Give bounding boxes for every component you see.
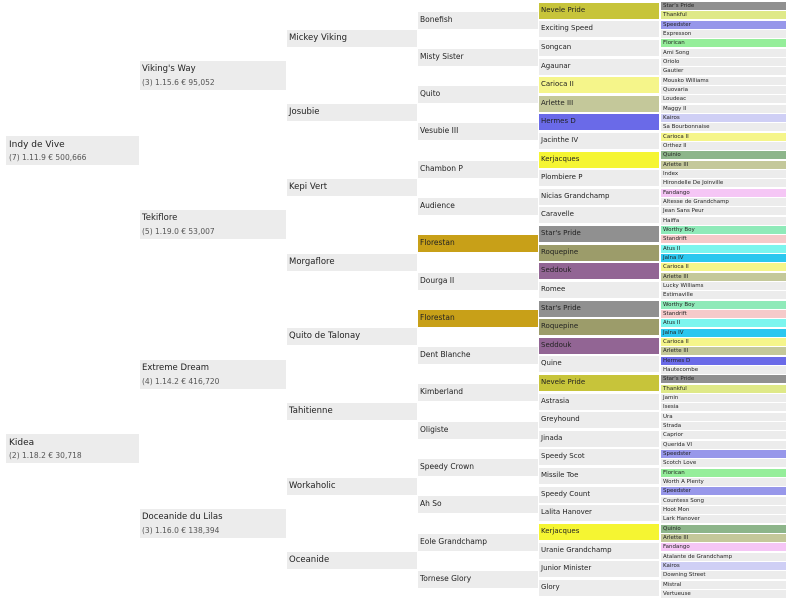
gen6-horse[interactable] xyxy=(661,329,786,337)
gen6-horse[interactable] xyxy=(661,357,786,365)
gen6-horse[interactable] xyxy=(661,375,786,383)
horse-name: Estimaville xyxy=(663,292,693,298)
horse-name: Seddouk xyxy=(541,266,572,274)
horse-name: Hermes D xyxy=(541,117,576,125)
gen6-horse[interactable] xyxy=(661,245,786,253)
gen6-horse[interactable] xyxy=(661,459,786,467)
horse-name: Quito xyxy=(420,89,441,98)
horse-name: Quito de Talonay xyxy=(289,331,361,341)
horse-name: Scotch Love xyxy=(663,460,697,466)
gen6-horse[interactable] xyxy=(661,338,786,346)
horse-name: Nicias Grandchamp xyxy=(541,192,610,200)
gen6-horse[interactable] xyxy=(661,581,786,589)
horse-name: Ah So xyxy=(420,499,442,508)
horse-name: Standrift xyxy=(663,311,687,317)
horse-name: Arlette III xyxy=(663,162,689,168)
horse-name: Carioca II xyxy=(663,134,689,140)
horse-record: (2) 1.18.2 € 30,718 xyxy=(9,451,82,460)
horse-name: Worthy Boy xyxy=(663,302,695,308)
horse-name: Florican xyxy=(663,40,685,46)
horse-name: Speedy Crown xyxy=(420,462,474,471)
horse-name: Carioca II xyxy=(663,264,689,270)
gen6-horse[interactable] xyxy=(661,226,786,234)
horse-name: Bonefish xyxy=(420,15,453,24)
horse-name: Worthy Boy xyxy=(663,227,695,233)
horse-name: Kepi Vert xyxy=(289,182,328,192)
gen5-horse[interactable] xyxy=(539,338,659,354)
gen5-horse[interactable] xyxy=(539,77,659,93)
horse-name: Hautecombe xyxy=(663,367,699,373)
gen6-horse[interactable] xyxy=(661,450,786,458)
horse-name: Maggy II xyxy=(663,106,687,112)
gen6-horse[interactable] xyxy=(661,478,786,486)
horse-name: Oriolo xyxy=(663,59,680,65)
horse-name: Chambon P xyxy=(420,164,463,173)
gen5-horse[interactable] xyxy=(539,394,659,410)
gen4-horse[interactable] xyxy=(418,198,538,215)
horse-name: Plombiere P xyxy=(541,173,583,181)
gen6-horse[interactable] xyxy=(661,49,786,57)
gen6-horse[interactable] xyxy=(661,198,786,206)
horse-name: Standrift xyxy=(663,236,687,242)
gen2-horse[interactable] xyxy=(140,360,286,389)
horse-name: Lalita Hanover xyxy=(541,508,592,516)
horse-name: Dourga II xyxy=(420,276,455,285)
gen6-horse[interactable] xyxy=(661,525,786,533)
horse-name: Downing Street xyxy=(663,572,706,578)
horse-name: Speedy Scot xyxy=(541,452,585,460)
gen6-horse[interactable] xyxy=(661,263,786,271)
horse-name: Oligiste xyxy=(420,425,449,434)
horse-name: Speedster xyxy=(663,22,691,28)
horse-name: Jalna IV xyxy=(663,330,684,336)
horse-name: Eole Grandchamp xyxy=(420,537,487,546)
gen6-horse[interactable] xyxy=(661,58,786,66)
gen6-horse[interactable] xyxy=(661,189,786,197)
horse-name: Arlette III xyxy=(663,274,689,280)
gen6-horse[interactable] xyxy=(661,469,786,477)
gen3-horse[interactable] xyxy=(287,552,417,569)
gen5-horse[interactable] xyxy=(539,21,659,37)
gen2-horse[interactable] xyxy=(140,61,286,90)
gen5-horse[interactable] xyxy=(539,449,659,465)
gen6-horse[interactable] xyxy=(661,487,786,495)
horse-name: Astrasia xyxy=(541,397,570,405)
horse-name: Jinada xyxy=(541,434,563,442)
gen5-horse[interactable] xyxy=(539,245,659,261)
gen5-horse[interactable] xyxy=(539,189,659,205)
horse-name: Arlette III xyxy=(663,535,689,541)
horse-name: Kairos xyxy=(663,563,680,569)
gen6-horse[interactable] xyxy=(661,310,786,318)
gen6-horse[interactable] xyxy=(661,142,786,150)
horse-name: Mousko Williams xyxy=(663,78,709,84)
gen3-horse[interactable] xyxy=(287,179,417,196)
gen4-horse[interactable] xyxy=(418,123,538,140)
gen4-horse[interactable] xyxy=(418,12,538,29)
horse-name: Haiffa xyxy=(663,218,680,224)
horse-record: (3) 1.15.6 € 95,052 xyxy=(142,78,215,87)
gen1-sire[interactable] xyxy=(6,136,139,165)
gen5-horse[interactable] xyxy=(539,468,659,484)
gen5-horse[interactable] xyxy=(539,543,659,559)
gen5-horse[interactable] xyxy=(539,3,659,19)
gen4-horse[interactable] xyxy=(418,384,538,401)
gen5-horse[interactable] xyxy=(539,505,659,521)
horse-name: Speedster xyxy=(663,451,691,457)
horse-name: Caravelle xyxy=(541,210,574,218)
horse-record: (7) 1.11.9 € 500,666 xyxy=(9,153,87,162)
gen6-horse[interactable] xyxy=(661,77,786,85)
gen6-horse[interactable] xyxy=(661,553,786,561)
gen2-horse[interactable] xyxy=(140,210,286,239)
gen5-horse[interactable] xyxy=(539,375,659,391)
gen6-horse[interactable] xyxy=(661,562,786,570)
horse-name: Morgaflore xyxy=(289,257,335,267)
gen4-horse[interactable] xyxy=(418,49,538,66)
gen6-horse[interactable] xyxy=(661,571,786,579)
horse-name: Agaunar xyxy=(541,62,571,70)
horse-name: Atalante de Grandchamp xyxy=(663,554,733,560)
gen6-horse[interactable] xyxy=(661,39,786,47)
gen4-horse[interactable] xyxy=(418,235,538,252)
horse-name: Kimberland xyxy=(420,387,463,396)
gen5-horse[interactable] xyxy=(539,487,659,503)
gen5-horse[interactable] xyxy=(539,412,659,428)
gen5-horse[interactable] xyxy=(539,356,659,372)
horse-name: Junior Minister xyxy=(541,564,592,572)
horse-name: Thankful xyxy=(663,12,687,18)
horse-name: Viking's Way xyxy=(142,64,196,74)
horse-name: Querida VI xyxy=(663,442,692,448)
horse-name: Indy de Vive xyxy=(9,140,65,150)
gen6-horse[interactable] xyxy=(661,543,786,551)
gen6-horse[interactable] xyxy=(661,179,786,187)
horse-name: Seddouk xyxy=(541,341,572,349)
horse-name: Lucky Williams xyxy=(663,283,704,289)
gen6-horse[interactable] xyxy=(661,422,786,430)
gen6-horse[interactable] xyxy=(661,207,786,215)
horse-name: Vesubie III xyxy=(420,126,459,135)
gen6-horse[interactable] xyxy=(661,235,786,243)
horse-name: Extreme Dream xyxy=(142,363,210,373)
gen6-horse[interactable] xyxy=(661,254,786,262)
horse-name: Fandango xyxy=(663,544,690,550)
horse-name: Quine xyxy=(541,359,562,367)
horse-name: Strada xyxy=(663,423,682,429)
gen4-horse[interactable] xyxy=(418,422,538,439)
gen4-horse[interactable] xyxy=(418,496,538,513)
horse-name: Kerjacques xyxy=(541,527,580,535)
gen6-horse[interactable] xyxy=(661,95,786,103)
horse-name: Jacinthe IV xyxy=(541,136,579,144)
horse-name: Jalna IV xyxy=(663,255,684,261)
horse-name: Ami Song xyxy=(663,50,690,56)
gen3-horse[interactable] xyxy=(287,254,417,271)
gen5-horse[interactable] xyxy=(539,152,659,168)
gen3-horse[interactable] xyxy=(287,30,417,47)
horse-name: Jamin xyxy=(663,395,679,401)
horse-name: Hoot Mon xyxy=(663,507,690,513)
gen5-horse[interactable] xyxy=(539,59,659,75)
horse-name: Misty Sister xyxy=(420,52,464,61)
gen6-horse[interactable] xyxy=(661,291,786,299)
gen5-horse[interactable] xyxy=(539,319,659,335)
gen6-horse[interactable] xyxy=(661,394,786,402)
horse-name: Oceanide xyxy=(289,555,330,565)
gen3-horse[interactable] xyxy=(287,104,417,121)
gen5-horse[interactable] xyxy=(539,40,659,56)
horse-name: Speedster xyxy=(663,488,691,494)
gen4-horse[interactable] xyxy=(418,571,538,588)
gen5-horse[interactable] xyxy=(539,301,659,317)
gen6-horse[interactable] xyxy=(661,590,786,598)
horse-name: Missile Toe xyxy=(541,471,579,479)
horse-name: Doceanide du Lilas xyxy=(142,512,223,522)
horse-name: Star's Pride xyxy=(663,376,695,382)
horse-name: Vertueuse xyxy=(663,591,691,597)
horse-name: Audience xyxy=(420,201,455,210)
gen4-horse[interactable] xyxy=(418,347,538,364)
horse-name: Exciting Speed xyxy=(541,24,593,32)
gen6-horse[interactable] xyxy=(661,366,786,374)
horse-name: Countess Song xyxy=(663,498,705,504)
gen6-horse[interactable] xyxy=(661,133,786,141)
gen5-horse[interactable] xyxy=(539,96,659,112)
horse-name: Mickey Viking xyxy=(289,33,348,43)
gen6-horse[interactable] xyxy=(661,114,786,122)
horse-name: Speedy Count xyxy=(541,490,591,498)
gen6-horse[interactable] xyxy=(661,2,786,10)
gen5-horse[interactable] xyxy=(539,580,659,596)
horse-name: Songcan xyxy=(541,43,572,51)
gen3-horse[interactable] xyxy=(287,328,417,345)
gen6-horse[interactable] xyxy=(661,21,786,29)
horse-name: Nevele Pride xyxy=(541,6,586,14)
gen4-horse[interactable] xyxy=(418,86,538,103)
horse-name: Nevele Pride xyxy=(541,378,586,386)
horse-name: Uranie Grandchamp xyxy=(541,546,612,554)
gen4-horse[interactable] xyxy=(418,273,538,290)
gen5-horse[interactable] xyxy=(539,524,659,540)
gen1-dam[interactable] xyxy=(6,434,139,463)
gen6-horse[interactable] xyxy=(661,534,786,542)
gen5-horse[interactable] xyxy=(539,561,659,577)
horse-name: Jean Sans Peur xyxy=(663,208,704,214)
gen3-horse[interactable] xyxy=(287,478,417,495)
horse-name: Florestan xyxy=(420,238,455,247)
gen6-horse[interactable] xyxy=(661,86,786,94)
horse-name: Mistral xyxy=(663,582,682,588)
horse-name: Altesse de Grandchamp xyxy=(663,199,729,205)
gen6-horse[interactable] xyxy=(661,403,786,411)
horse-name: Workaholic xyxy=(289,481,336,491)
horse-name: Arlette III xyxy=(663,348,689,354)
horse-name: Romee xyxy=(541,285,566,293)
horse-name: Hermes D xyxy=(663,358,691,364)
gen5-horse[interactable] xyxy=(539,207,659,223)
gen6-horse[interactable] xyxy=(661,273,786,281)
horse-name: Arlette III xyxy=(541,99,574,107)
horse-name: Lark Hanover xyxy=(663,516,700,522)
horse-name: Index xyxy=(663,171,679,177)
gen6-horse[interactable] xyxy=(661,301,786,309)
horse-name: Tahitienne xyxy=(289,406,333,416)
gen6-horse[interactable] xyxy=(661,347,786,355)
gen6-horse[interactable] xyxy=(661,151,786,159)
horse-name: Gautier xyxy=(663,68,684,74)
gen6-horse[interactable] xyxy=(661,217,786,225)
gen6-horse[interactable] xyxy=(661,515,786,523)
horse-name: Loudeac xyxy=(663,96,687,102)
horse-name: Tekiflore xyxy=(142,213,178,223)
horse-name: Hirondelle De Joinville xyxy=(663,180,724,186)
horse-name: Roquepine xyxy=(541,322,579,330)
horse-name: Glory xyxy=(541,583,560,591)
horse-name: Kidea xyxy=(9,438,35,448)
horse-name: Thankful xyxy=(663,386,687,392)
gen6-horse[interactable] xyxy=(661,170,786,178)
horse-name: Ura xyxy=(663,414,673,420)
gen6-horse[interactable] xyxy=(661,105,786,113)
horse-name: Orthez II xyxy=(663,143,687,149)
gen6-horse[interactable] xyxy=(661,319,786,327)
horse-name: Roquepine xyxy=(541,248,579,256)
gen6-horse[interactable] xyxy=(661,506,786,514)
gen5-horse[interactable] xyxy=(539,226,659,242)
horse-name: Isesia xyxy=(663,404,679,410)
horse-name: Worth A Plenty xyxy=(663,479,704,485)
gen4-horse[interactable] xyxy=(418,459,538,476)
horse-record: (5) 1.19.0 € 53,007 xyxy=(142,227,215,236)
gen6-horse[interactable] xyxy=(661,385,786,393)
horse-name: Sa Bourbonnaise xyxy=(663,124,710,130)
horse-name: Carioca II xyxy=(663,339,689,345)
gen5-horse[interactable] xyxy=(539,282,659,298)
gen6-horse[interactable] xyxy=(661,413,786,421)
horse-name: Kairos xyxy=(663,115,680,121)
gen5-horse[interactable] xyxy=(539,114,659,130)
gen6-horse[interactable] xyxy=(661,431,786,439)
gen5-horse[interactable] xyxy=(539,133,659,149)
gen4-horse[interactable] xyxy=(418,534,538,551)
horse-name: Expresson xyxy=(663,31,692,37)
gen3-horse[interactable] xyxy=(287,403,417,420)
horse-name: Quinio xyxy=(663,152,681,158)
horse-name: Atus II xyxy=(663,320,681,326)
gen6-horse[interactable] xyxy=(661,67,786,75)
gen5-horse[interactable] xyxy=(539,170,659,186)
gen6-horse[interactable] xyxy=(661,123,786,131)
horse-name: Dent Blanche xyxy=(420,350,471,359)
horse-name: Florican xyxy=(663,470,685,476)
gen6-horse[interactable] xyxy=(661,161,786,169)
horse-record: (3) 1.16.0 € 138,394 xyxy=(142,526,220,535)
horse-record: (4) 1.14.2 € 416,720 xyxy=(142,377,220,386)
horse-name: Quinio xyxy=(663,526,681,532)
gen5-horse[interactable] xyxy=(539,263,659,279)
horse-name: Tornese Glory xyxy=(420,574,472,583)
gen5-horse[interactable] xyxy=(539,431,659,447)
gen6-horse[interactable] xyxy=(661,11,786,19)
horse-name: Carioca II xyxy=(541,80,574,88)
gen6-horse[interactable] xyxy=(661,441,786,449)
horse-name: Star's Pride xyxy=(663,3,695,9)
horse-name: Florestan xyxy=(420,313,455,322)
horse-name: Caprior xyxy=(663,432,684,438)
gen6-horse[interactable] xyxy=(661,30,786,38)
horse-name: Star's Pride xyxy=(541,304,581,312)
gen6-horse[interactable] xyxy=(661,497,786,505)
gen6-horse[interactable] xyxy=(661,282,786,290)
horse-name: Star's Pride xyxy=(541,229,581,237)
gen2-horse[interactable] xyxy=(140,509,286,538)
gen4-horse[interactable] xyxy=(418,310,538,327)
horse-name: Josubie xyxy=(289,107,320,117)
horse-name: Greyhound xyxy=(541,415,580,423)
horse-name: Atus II xyxy=(663,246,681,252)
gen4-horse[interactable] xyxy=(418,161,538,178)
horse-name: Quovaria xyxy=(663,87,688,93)
horse-name: Kerjacques xyxy=(541,155,580,163)
horse-name: Fandango xyxy=(663,190,690,196)
